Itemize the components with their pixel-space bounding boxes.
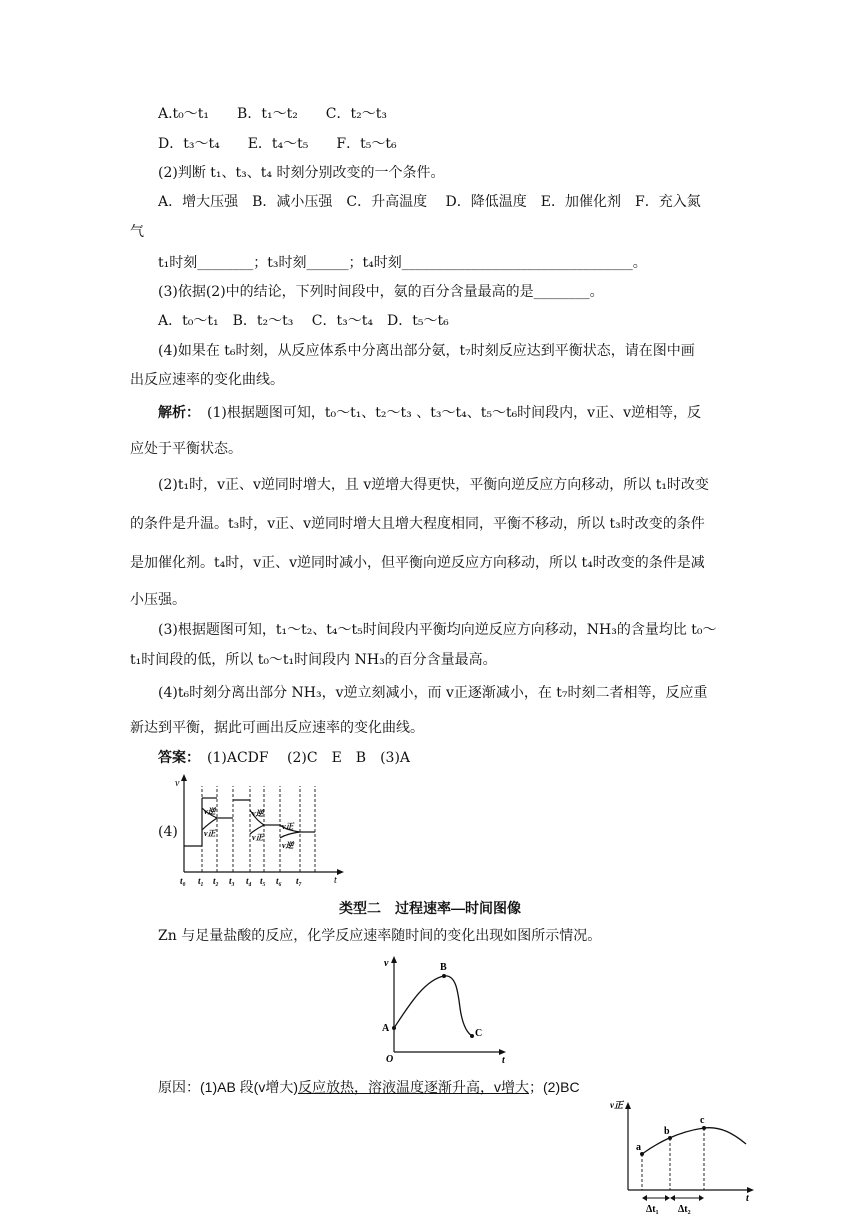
- analysis-p3-line1: (3)根据题图可知，t₁～t₂、t₄～t₅时间段内平衡均向逆反应方向移动，NH₃的含量均比 t₀～: [158, 622, 717, 638]
- fig2-point-b: B: [440, 962, 447, 973]
- fig2-y-label: v: [384, 958, 389, 969]
- answer-label: 答案：: [158, 750, 193, 766]
- fig2-x-label: t: [502, 1055, 505, 1064]
- zn-reaction-rate-graph: [378, 952, 514, 1064]
- fig1-label-v-zheng-1: v正: [204, 829, 216, 838]
- answer-part4-label: (4): [158, 824, 178, 840]
- answer-line: [158, 748, 410, 768]
- q2-fill-line: t₁时刻________；t₃时刻______；t₄时刻_________________________________。: [158, 255, 647, 271]
- analysis-p2-line4: 小压强。: [130, 592, 186, 608]
- fig1-tick-t7: t₇: [296, 876, 302, 886]
- reason-line: [158, 1077, 580, 1097]
- q2-prompt: (2)判断 t₁、t₃、t₄ 时刻分别改变的一个条件。: [158, 165, 445, 181]
- fig1-tick-t4: t₄: [246, 876, 252, 886]
- fig3-y-label: v正: [610, 1100, 623, 1110]
- analysis-p2-line2: 的条件是升温。t₃时，v正、v逆同时增大且增大程度相同，平衡不移动，所以 t₃时改变的条件: [130, 516, 705, 532]
- section2-title: 类型二 过程速率—时间图像: [339, 900, 521, 916]
- analysis-p3-line2: t₁时间段的低，所以 t₀～t₁时间段内 NH₃的百分含量最高。: [130, 652, 497, 668]
- fig1-tick-t6: t₆: [276, 876, 282, 886]
- fig3-point-c: c: [700, 1115, 705, 1126]
- q2-options-line2: 气: [130, 224, 144, 240]
- fig1-label-v-ni-2: v逆: [252, 809, 264, 818]
- q3-options: A．t₀～t₁ B．t₂～t₃ C．t₃～t₄ D．t₅～t₆: [158, 313, 449, 329]
- reason-prefix: 原因：(1)AB 段(v增大): [158, 1079, 298, 1095]
- analysis-p2-line1: (2)t₁时，v正、v逆同时增大，且 v逆增大得更快，平衡向逆反应方向移动，所以 t₁时改变: [158, 477, 709, 493]
- analysis-p2-line3: 是加催化剂。t₄时，v正、v逆同时减小，但平衡向逆反应方向移动，所以 t₄时改变的条件是减: [130, 555, 705, 571]
- fig3-point-a: a: [636, 1142, 641, 1153]
- analysis-p1-line2: 应处于平衡状态。: [130, 441, 242, 457]
- reason-suffix: ；(2)BC: [529, 1079, 580, 1095]
- analysis-label: 解析：: [158, 405, 193, 421]
- fig1-tick-t1: t₁: [198, 876, 204, 886]
- fig1-tick-t2: t₂: [213, 876, 219, 886]
- q2-options-line1: A．增大压强 B．减小压强 C．升高温度 D．降低温度 E．加催化剂 F．充入氮: [158, 194, 701, 210]
- reason-underlined: 反应放热，溶液温度逐渐升高，v增大: [298, 1079, 529, 1095]
- fig1-tick-t0: t₀: [180, 876, 186, 886]
- answer-rate-time-graph: [170, 772, 350, 888]
- analysis-p1-line1: [158, 403, 701, 423]
- fig1-label-v-ni-3: v逆: [282, 841, 294, 850]
- section2-intro: Zn 与足量盐酸的反应，化学反应速率随时间的变化出现如图所示情况。: [158, 928, 602, 944]
- fig3-x-label: t: [746, 1193, 749, 1204]
- q1-options-row1: A.t₀～t₁ B．t₁～t₂ C．t₂～t₃: [158, 106, 387, 122]
- fig1-label-v-zheng-2: v正: [252, 833, 264, 842]
- analysis-p4-line2: 新达到平衡，据此可画出反应速率的变化曲线。: [130, 720, 424, 736]
- fig2-point-c: C: [475, 1028, 483, 1039]
- fig3-point-b: b: [664, 1126, 670, 1137]
- q4-line2: 出反应速率的变化曲线。: [130, 372, 284, 388]
- analysis-p1-text: (1)根据题图可知，t₀～t₁、t₂～t₃ 、t₃～t₄、t₅～t₆时间段内，v正、v逆相等，反: [193, 405, 702, 421]
- fig3-interval-2: Δt₂: [678, 1204, 691, 1215]
- fig1-x-label: t: [334, 875, 337, 886]
- fig1-y-label: v: [175, 778, 180, 789]
- fig1-tick-t3: t₃: [229, 876, 235, 886]
- q3-prompt: (3)依据(2)中的结论，下列时间段中，氨的百分含量最高的是________。: [158, 284, 604, 300]
- fig1-label-v-ni-1: v逆: [204, 807, 216, 816]
- fig2-point-a: A: [382, 1023, 390, 1034]
- analysis-p4-line1: (4)t₆时刻分离出部分 NH₃，v逆立刻减小，而 v正逐渐减小，在 t₇时刻二者相等，反应重: [158, 685, 708, 701]
- fig3-interval-1: Δt₁: [646, 1204, 659, 1215]
- q4-line1: (4)如果在 t₆时刻，从反应体系中分离出部分氨，t₇时刻反应达到平衡状态，请在图中画: [158, 343, 695, 359]
- fig1-tick-t5: t₅: [260, 876, 266, 886]
- answer-text: (1)ACDF (2)C E B (3)A: [193, 750, 411, 766]
- v-zheng-time-graph: [606, 1092, 760, 1216]
- fig2-origin: O: [386, 1054, 394, 1064]
- fig1-label-v-zheng-3: v正: [282, 822, 294, 831]
- q1-options-row2: D．t₃～t₄ E．t₄～t₅ F．t₅～t₆: [158, 136, 397, 152]
